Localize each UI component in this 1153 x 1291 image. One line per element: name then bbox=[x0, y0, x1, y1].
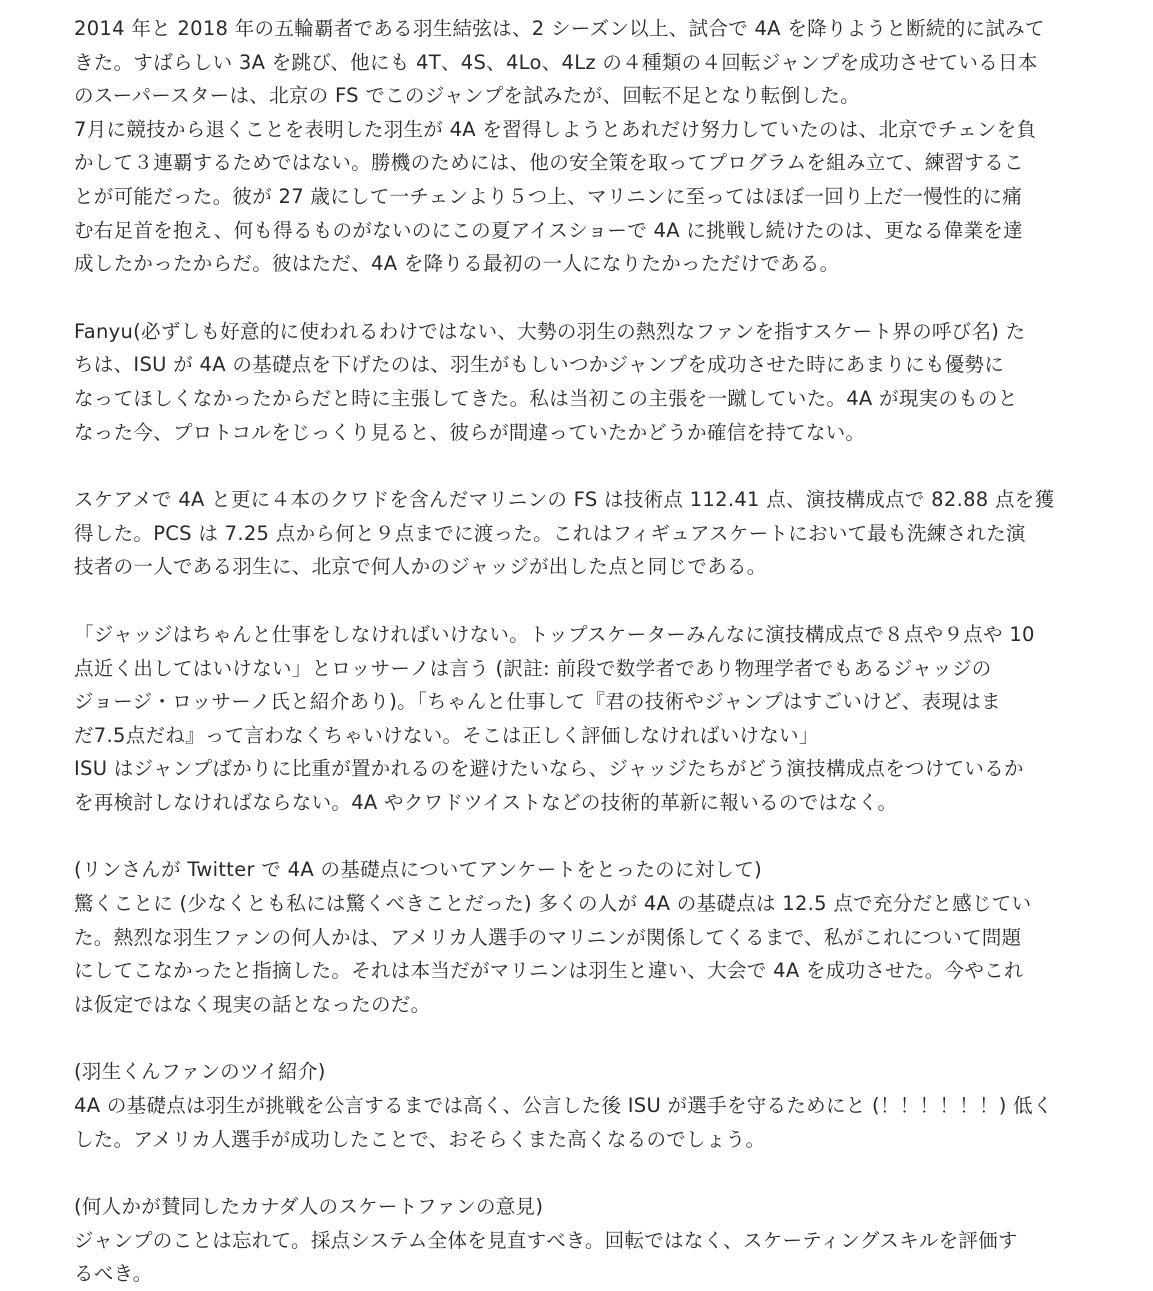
text-line: にしてこなかったと指摘した。それは本当だがマリニンは羽生と違い、大会で 4A を成功させた。今やこれ bbox=[74, 959, 1024, 983]
text-line: 「ジャッジはちゃんと仕事をしなければいけない。トップスケーターみんなに演技構成点で８点や９点や 10 bbox=[74, 622, 1035, 646]
paragraph-hanyu-fan-tweet bbox=[74, 1055, 1083, 1156]
text-line: た。熱烈な羽生ファンの何人かは、アメリカ人選手のマリニンが関係してくるまで、私がこれについて問題 bbox=[74, 925, 1022, 949]
text-line: ジョージ・ロッサーノ氏と紹介あり)。「ちゃんと仕事して『君の技術やジャンプはすごいけど、表現はま bbox=[74, 690, 1001, 714]
text-line: 驚くことに (少なくとも私には驚くべきことだった) 多くの人が 4A の基礎点は 12.5 点で充分だと感じてい bbox=[74, 892, 1032, 916]
text-line: スケアメで 4A と更に４本のクワドを含んだマリニンの FS は技術点 112.41 点、演技構成点で 82.88 点を獲 bbox=[74, 488, 1055, 512]
text-line: かして３連覇するためではない。勝機のためには、他の安全策を取ってプログラムを組み立て、練習するこ bbox=[74, 151, 1024, 175]
text-line: む右足首を抱え、何も得るものがないのにこの夏アイスショーで 4A に挑戦し続けたのは、更なる偉業を達 bbox=[74, 218, 1023, 242]
text-line: とが可能だった。彼が 27 歳にして一チェンより５つ上、マリニンに至ってはほぼ一回り上だ一慢性的に痛 bbox=[74, 184, 1023, 208]
paragraph-rossano-quote bbox=[74, 618, 1083, 820]
text-line: は仮定ではなく現実の話となったのだ。 bbox=[74, 992, 431, 1016]
paragraph-yuzuru-hanyu-4a-attempt bbox=[74, 12, 1083, 281]
text-line: だ7.5点だね』って言わなくちゃいけない。そこは正しく評価しなければいけない」 bbox=[74, 723, 819, 747]
text-line: 2014 年と 2018 年の五輪覇者である羽生結弦は、2 シーズン以上、試合で 4A を降りようと断続的に試みて bbox=[74, 17, 1045, 40]
text-line: るべき。 bbox=[74, 1262, 153, 1286]
text-line: 7月に競技から退くことを表明した羽生が 4A を習得しようとあれだけ努力していたのは、北京でチェンを負 bbox=[74, 117, 1037, 141]
text-line: 得した。PCS は 7.25 点から何と９点までに渡った。これはフィギュアスケートにおいて最も洗練された演 bbox=[74, 521, 1026, 545]
text-line: した。アメリカ人選手が成功したことで、おそらくまた高くなるのでしょう。 bbox=[74, 1127, 766, 1151]
paragraph-fanyu-base-value bbox=[74, 315, 1083, 449]
text-line: 技者の一人である羽生に、北京で何人かのジャッジが出した点と同じである。 bbox=[74, 555, 767, 579]
text-line: ちは、ISU が 4A の基礎点を下げたのは、羽生がもしいつかジャンプを成功させた時にあまりにも優勢に bbox=[74, 353, 1005, 377]
text-line: (羽生くんファンのツイ紹介) bbox=[74, 1060, 326, 1084]
text-line: を再検討しなければならない。4A やクワドツイストなどの技術的革新に報いるのではなく。 bbox=[74, 790, 898, 814]
paragraph-twitter-poll bbox=[74, 853, 1083, 1021]
text-line: なってほしくなかったからだと時に主張してきた。私は当初この主張を一蹴していた。4A が現実のものと bbox=[74, 386, 1018, 410]
text-line: なった今、プロトコルをじっくり見ると、彼らが間違っていたかどうか確信を持てない。 bbox=[74, 420, 866, 444]
paragraph-malinin-scores bbox=[74, 483, 1083, 584]
text-line: 成したかったからだ。彼はただ、4A を降りる最初の一人になりたかっただけである。 bbox=[74, 252, 840, 276]
text-line: Fanyu(必ずしも好意的に使われるわけではない、大勢の羽生の熱烈なファンを指すスケート界の呼び名) た bbox=[74, 319, 1026, 343]
text-line: (何人かが賛同したカナダ人のスケートファンの意見) bbox=[74, 1195, 544, 1219]
text-line: ジャンプのことは忘れて。採点システム全体を見直すべき。回転ではなく、スケーティングスキルを評価す bbox=[74, 1228, 1018, 1252]
text-line: のスーパースターは、北京の FS でこのジャンプを試みたが、回転不足となり転倒した。 bbox=[74, 84, 860, 108]
text-line: ISU はジャンプばかりに比重が置かれるのを避けたいなら、ジャッジたちがどう演技構成点をつけているか bbox=[74, 757, 1024, 781]
text-line: 4A の基礎点は羽生が挑戦を公言するまでは高く、公言した後 ISU が選手を守るためにと (！！！！！！) 低く bbox=[74, 1094, 1053, 1118]
text-line: (リンさんが Twitter で 4A の基礎点についてアンケートをとったのに対して) bbox=[74, 858, 763, 882]
paragraph-canadian-fan-opinion bbox=[74, 1190, 1083, 1291]
text-line: 点近く出してはいけない」とロッサーノは言う (訳註: 前段で数学者であり物理学者でもあるジャッジの bbox=[74, 656, 992, 680]
text-line: きた。すばらしい 3A を跳び、他にも 4T、4S、4Lo、4Lz の４種類の４回転ジャンプを成功させている日本 bbox=[74, 50, 1038, 74]
